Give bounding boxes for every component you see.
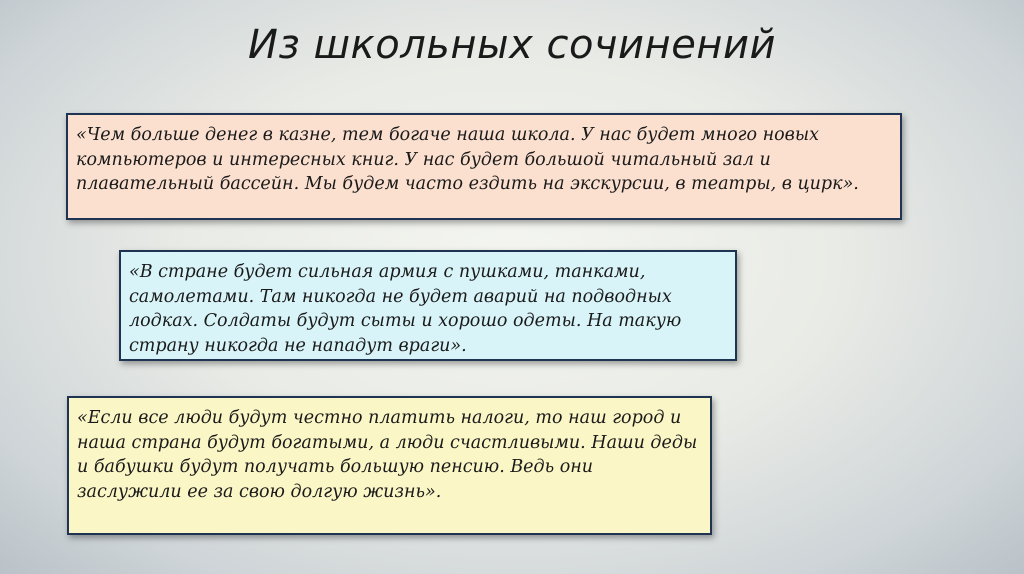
slide-title: Из школьных сочинений — [248, 22, 776, 68]
quote-box-taxes: «Если все люди будут честно платить налоги, то наш город и наша страна будут богатыми, а люди счастливыми. Наши деды и бабушки будут получать большую пенсию. Ведь они заслужили ее за свою долгую жизнь». — [67, 396, 712, 535]
quote-box-money-school: «Чем больше денег в казне, тем богаче наша школа. У нас будет много новых компьютеров и интересных книг. У нас будет большой читальный зал и плавательный бассейн. Мы будем часто ездить на экскурсии, в театры, в цирк». — [66, 113, 902, 220]
quote-box-army: «В стране будет сильная армия с пушками, танками, самолетами. Там никогда не будет аварий на подводных лодках. Солдаты будут сыты и хорошо одеты. На такую страну никогда не нападут враги». — [119, 250, 737, 361]
